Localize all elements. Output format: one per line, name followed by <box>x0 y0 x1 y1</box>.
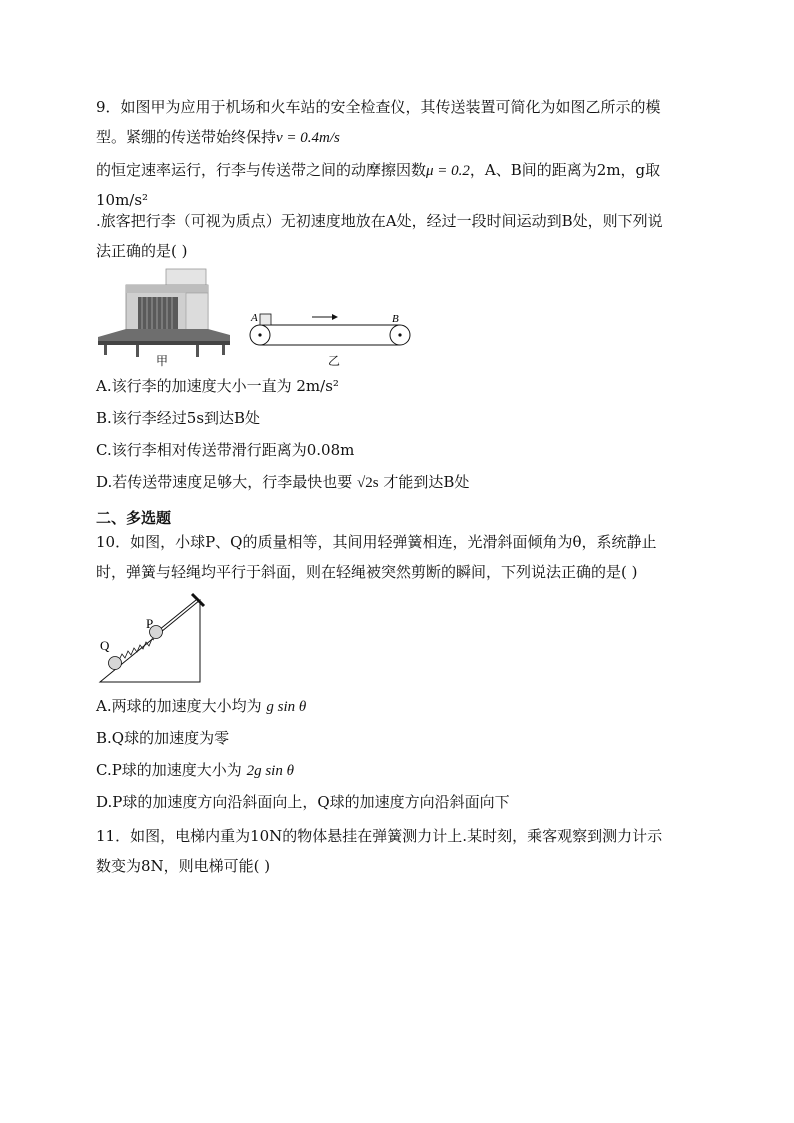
q9-line-2 <box>96 127 340 148</box>
q10-option-a-formula: g sin θ <box>266 699 307 715</box>
q9-g-value: 10m/s² <box>96 191 149 209</box>
q9-speed-value: v = 0.4m/s <box>276 130 340 146</box>
ball-p-label: P <box>146 616 154 631</box>
q10-option-a-text: A.两球的加速度大小均为 <box>96 697 262 715</box>
q9-mu-value: μ = 0.2 <box>426 163 470 179</box>
security-scanner-figure <box>96 267 231 363</box>
q10-option-c-text: C.P球的加速度大小为 <box>96 761 242 779</box>
q10-line-1: 10．如图，小球P、Q的质量相等，其间用轻弹簧相连，光滑斜面倾角为θ，系统静止 <box>96 533 657 551</box>
q9-line-3 <box>96 160 660 181</box>
q9-option-c: C.该行李相对传送带滑行距离为0.08m <box>96 441 355 459</box>
ball-q-label: Q <box>100 638 110 653</box>
q9-line-5: .旅客把行李（可视为质点）无初速度地放在A处，经过一段时间运动到B处，则下列说 <box>96 212 663 230</box>
q11-line-2: 数变为8N，则电梯可能( ) <box>96 857 271 875</box>
q9-line-1: 9．如图甲为应用于机场和火车站的安全检查仪，其传送装置可简化为如图乙所示的模 <box>96 98 661 116</box>
point-b-label: B <box>392 313 399 325</box>
q9-line-2-text: 型。紧绷的传送带始终保持 <box>96 128 277 146</box>
figure-label-yi: 乙 <box>328 354 341 368</box>
point-a-label: A <box>251 312 258 324</box>
q9-line-3-text-b: ，A、B间的距离为2m，g取 <box>469 161 661 179</box>
conveyor-belt-figure <box>246 306 416 350</box>
incline-spring-figure <box>96 590 206 688</box>
section-heading-multiple-choice: 二、多选题 <box>96 509 172 527</box>
q10-option-b: B.Q球的加速度为零 <box>96 729 230 747</box>
q10-option-d: D.P球的加速度方向沿斜面向上，Q球的加速度方向沿斜面向下 <box>96 793 510 811</box>
q9-option-d-text-pre: D.若传送带速度足够大，行李最快也要 <box>96 473 353 491</box>
figure-label-jia: 甲 <box>156 354 169 368</box>
q10-option-c <box>96 760 294 781</box>
q9-option-b: B.该行李经过5s到达B处 <box>96 409 261 427</box>
q10-line-2: 时，弹簧与轻绳均平行于斜面，则在轻绳被突然剪断的瞬间，下列说法正确的是( ) <box>96 563 638 581</box>
q10-option-a <box>96 696 306 717</box>
q9-option-d-sqrt: √2s <box>357 475 379 491</box>
q11-line-1: 11．如图，电梯内重为10N的物体悬挂在弹簧测力计上.某时刻，乘客观察到测力计示 <box>96 827 663 845</box>
q9-option-d <box>96 472 469 493</box>
q9-option-d-text-post: 才能到达B处 <box>383 473 470 491</box>
q9-option-a: A.该行李的加速度大小一直为 2m/s² <box>96 377 339 395</box>
q9-line-6: 法正确的是( ) <box>96 242 188 260</box>
q9-line-3-text-a: 的恒定速率运行，行李与传送带之间的动摩擦因数 <box>96 161 427 179</box>
q10-option-c-formula: 2g sin θ <box>246 763 294 779</box>
